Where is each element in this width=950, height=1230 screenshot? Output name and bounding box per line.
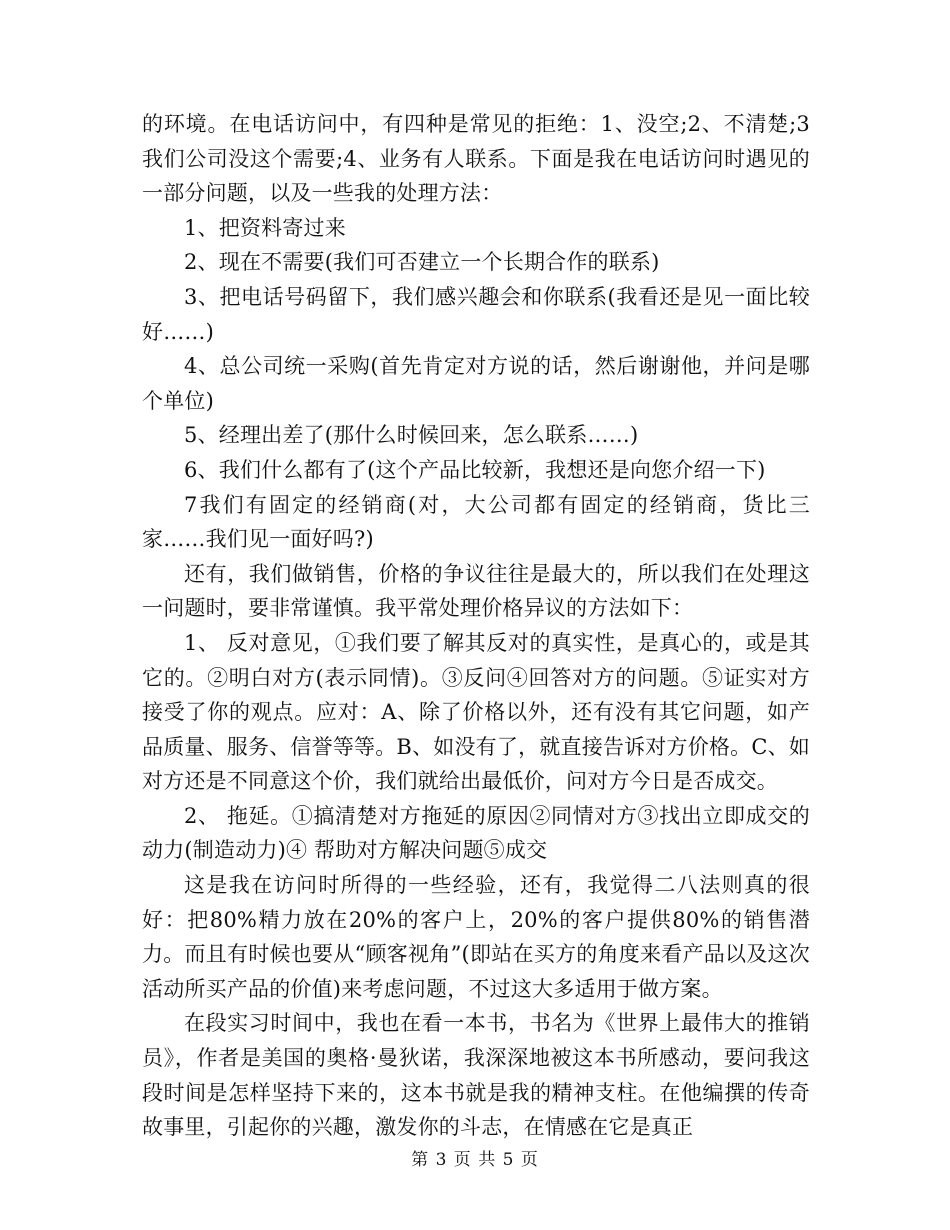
page-footer: 第 3 页 共 5 页: [411, 1150, 539, 1170]
paragraph-book: 在段实习时间中，我也在看一本书，书名为《世界上最伟大的推销员》，作者是美国的奥格·曼狄诺，我深深地被这本书所感动，要问我这段时间是怎样坚持下来的，这本书就是我的精神支柱。在他编撰的传奇故事里，引起你的兴趣，激发你的斗志，在情感在它是真正: [142, 1011, 810, 1140]
list-item-2: 2、现在不需要(我们可否建立一个长期合作的联系): [184, 250, 660, 275]
paragraph-price-objection: 还有，我们做销售，价格的争议往往是最大的，所以我们在处理这一问题时，要非常谨慎。我平常处理价格异议的方法如下：: [142, 561, 810, 621]
paragraph-intro: 的环境。在电话访问中，有四种是常见的拒绝：1、没空;2、不清楚;3我们公司没这个需要;4、业务有人联系。下面是我在电话访问时遇见的一部分问题，以及一些我的处理方法：: [142, 112, 810, 206]
method-item-2: 2、 拖延。①搞清楚对方拖延的原因②同情对方③找出立即成交的动力(制造动力)④ 帮助对方解决问题⑤成交: [142, 803, 810, 863]
list-item-1: 1、把资料寄过来: [184, 215, 346, 240]
list-item-5: 5、经理出差了(那什么时候回来，怎么联系……): [184, 423, 639, 448]
document-body: [142, 107, 810, 1145]
paragraph-experience: 这是我在访问时所得的一些经验，还有，我觉得二八法则真的很好：把80%精力放在20%的客户上，20%的客户提供80%的销售潜力。而且有时候也要从“顾客视角”(即站在买方的角度来看产品以及这次活动所买产品的价值)来考虑问题，不过这大多适用于做方案。: [142, 873, 810, 1001]
list-item-3: 3、把电话号码留下，我们感兴趣会和你联系(我看还是见一面比较好……): [142, 284, 810, 344]
list-item-4: 4、总公司统一采购(首先肯定对方说的话，然后谢谢他，并问是哪个单位): [142, 354, 810, 413]
method-item-1: 1、 反对意见，①我们要了解其反对的真实性，是真心的，或是其它的。②明白对方(表示同情)。③反问④回答对方的问题。⑤证实对方接受了你的观点。应对：A、除了价格以外，还有没有其它问题，如产品质量、服务、信誉等等。B、如没有了，就直接告诉对方价格。C、如对方还是不同意这个价，我们就给出最低价，问对方今日是否成交。: [142, 630, 810, 794]
list-item-6: 6、我们什么都有了(这个产品比较新，我想还是向您介绍一下): [184, 457, 766, 482]
list-item-7: 7我们有固定的经销商(对，大公司都有固定的经销商，货比三家……我们见一面好吗?): [142, 492, 810, 552]
